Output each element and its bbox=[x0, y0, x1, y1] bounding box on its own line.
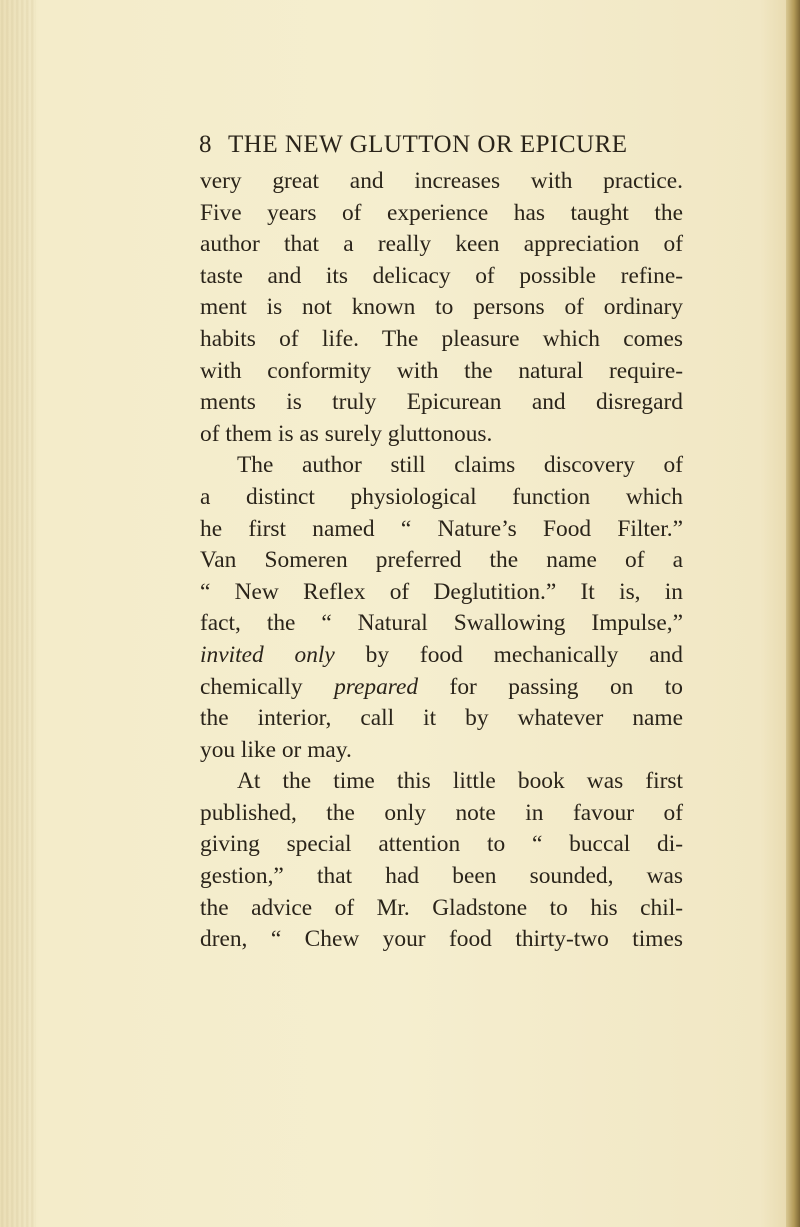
italic-phrase: invited only bbox=[200, 641, 335, 668]
page-edge bbox=[786, 0, 800, 1227]
text-line bbox=[200, 672, 683, 704]
page-number: 8 bbox=[199, 131, 212, 158]
text-line: taste and its delicacy of possible refine- bbox=[200, 262, 683, 289]
text-line: the advice of Mr. Gladstone to his chil- bbox=[200, 894, 683, 921]
text-line: gestion,” that had been sounded, was bbox=[200, 863, 683, 890]
text-line: The author still claims discovery of bbox=[237, 452, 683, 479]
text-line: published, the only note in favour of bbox=[200, 799, 683, 826]
running-title: THE NEW GLUTTON OR EPICURE bbox=[228, 131, 628, 158]
italic-phrase: prepared bbox=[334, 673, 419, 700]
text-line: the interior, call it by whatever name bbox=[200, 705, 683, 732]
text-line bbox=[200, 640, 683, 672]
text-line: dren, “ Chew your food thirty-two times bbox=[200, 926, 683, 953]
text-line: you like or may. bbox=[200, 736, 352, 763]
text-line: ments is truly Epicurean and disregard bbox=[200, 389, 683, 416]
text-line: At the time this little book was first bbox=[237, 768, 683, 795]
text-line: habits of life. The pleasure which comes bbox=[200, 325, 683, 352]
text-line: a distinct physiological function which bbox=[200, 483, 683, 510]
text-line: with conformity with the natural require- bbox=[200, 357, 683, 384]
text-line: “ New Reflex of Deglutition.” It is, in bbox=[200, 578, 683, 605]
text-run: for passing on to bbox=[418, 673, 683, 700]
text-line: Five years of experience has taught the bbox=[200, 199, 683, 226]
text-run: chemically bbox=[200, 673, 335, 700]
text-line: ment is not known to persons of ordinary bbox=[200, 294, 683, 321]
text-line: fact, the “ Natural Swallowing Impulse,” bbox=[200, 610, 683, 637]
text-line: of them is as surely gluttonous. bbox=[200, 420, 493, 447]
text-line: very great and increases with practice. bbox=[200, 168, 683, 194]
text-line: he first named “ Nature’s Food Filter.” bbox=[200, 515, 683, 542]
body-text bbox=[200, 166, 683, 956]
text-line: giving special attention to “ buccal di- bbox=[200, 831, 683, 858]
text-line: author that a really keen appreciation of bbox=[200, 231, 683, 258]
text-line: Van Someren preferred the name of a bbox=[200, 547, 683, 574]
page-gutter-shadow bbox=[0, 0, 36, 1227]
text-run: by food mechanically and bbox=[334, 641, 683, 668]
running-header bbox=[199, 127, 719, 163]
